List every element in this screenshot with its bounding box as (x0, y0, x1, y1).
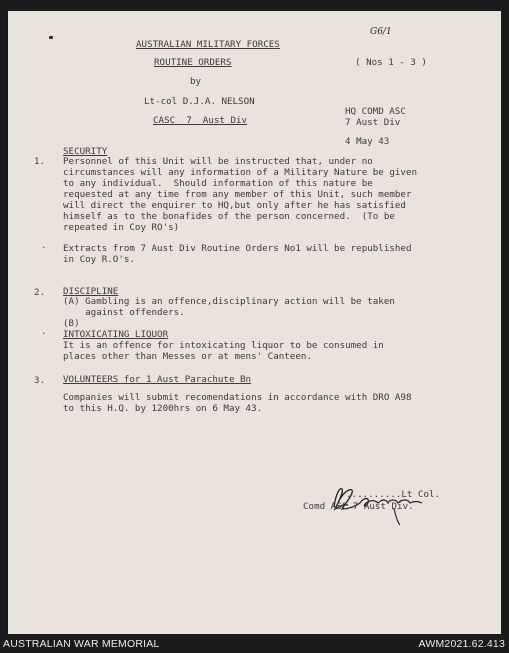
body-line: circumstances will any information of a Military Nature be given (63, 167, 418, 178)
footer-reference: AWM2021.62.413 (418, 638, 505, 650)
order-numbers: ( Nos 1 - 3 ) (355, 57, 427, 68)
footer-institution: AUSTRALIAN WAR MEMORIAL (3, 638, 160, 650)
section-number-1: 1. (34, 156, 46, 167)
body-line: It is an offence for intoxicating liquor to be consumed in (63, 340, 384, 351)
body-line: in Coy R.O's. (63, 254, 135, 265)
body-line: will direct the enquirer to HQ,but only after he has satisfied (63, 200, 406, 211)
hq-line-2: 7 Aust Div (345, 117, 401, 128)
bullet-dot: . (41, 326, 47, 337)
body-line: to any individual. Should information of this nature be (63, 178, 373, 189)
signatory-role: Comd ASC 7 Aust Div. (303, 501, 414, 512)
signature-suffix: ..........Lt Col. (346, 489, 441, 500)
body-line: himself as to the bonafides of the person concerned. (To be (63, 211, 395, 222)
body-line: places other than Messes or at mens' Canteen. (63, 351, 312, 362)
body-line: against offenders. (63, 307, 185, 318)
body-line: Companies will submit recomendations in accordance with DRO A98 (63, 392, 412, 403)
document-date: 4 May 43 (345, 136, 390, 147)
hq-line-1: HQ COMD ASC (345, 106, 406, 117)
body-line: requested at any time from any member of this Unit, such member (63, 189, 412, 200)
section-heading-volunteers: VOLUNTEERS for 1 Aust Parachute Bn (63, 374, 252, 385)
document-page (8, 11, 501, 634)
body-line: Extracts from 7 Aust Div Routine Orders No1 will be republished (63, 243, 412, 254)
section-number-2: 2. (34, 287, 46, 298)
author-unit: CASC 7 Aust Div (153, 115, 248, 126)
section-number-3: 3. (34, 375, 46, 386)
by-line: by (190, 76, 202, 87)
body-line: (B) (63, 318, 80, 329)
body-line: (A) Gambling is an offence,disciplinary action will be taken (63, 296, 395, 307)
subheading-intoxicating-liquor: INTOXICATING LIQUOR (63, 329, 169, 340)
punch-hole-mark (49, 36, 53, 39)
body-line: to this H.Q. by 1200hrs on 6 May 43. (63, 403, 263, 414)
document-title: ROUTINE ORDERS (154, 57, 232, 68)
body-line: Personnel of this Unit will be instructed that, under no (63, 156, 373, 167)
file-reference: G6/1 (370, 27, 392, 37)
body-line: repeated in Coy RO's) (63, 222, 180, 233)
organisation-heading: AUSTRALIAN MILITARY FORCES (136, 39, 280, 50)
author-line: Lt-col D.J.A. NELSON (144, 96, 255, 107)
section-heading-discipline: DISCIPLINE (63, 286, 119, 297)
section-heading-security: SECURITY (63, 146, 108, 157)
archive-footer (0, 634, 509, 653)
bullet-dot: . (41, 240, 47, 251)
